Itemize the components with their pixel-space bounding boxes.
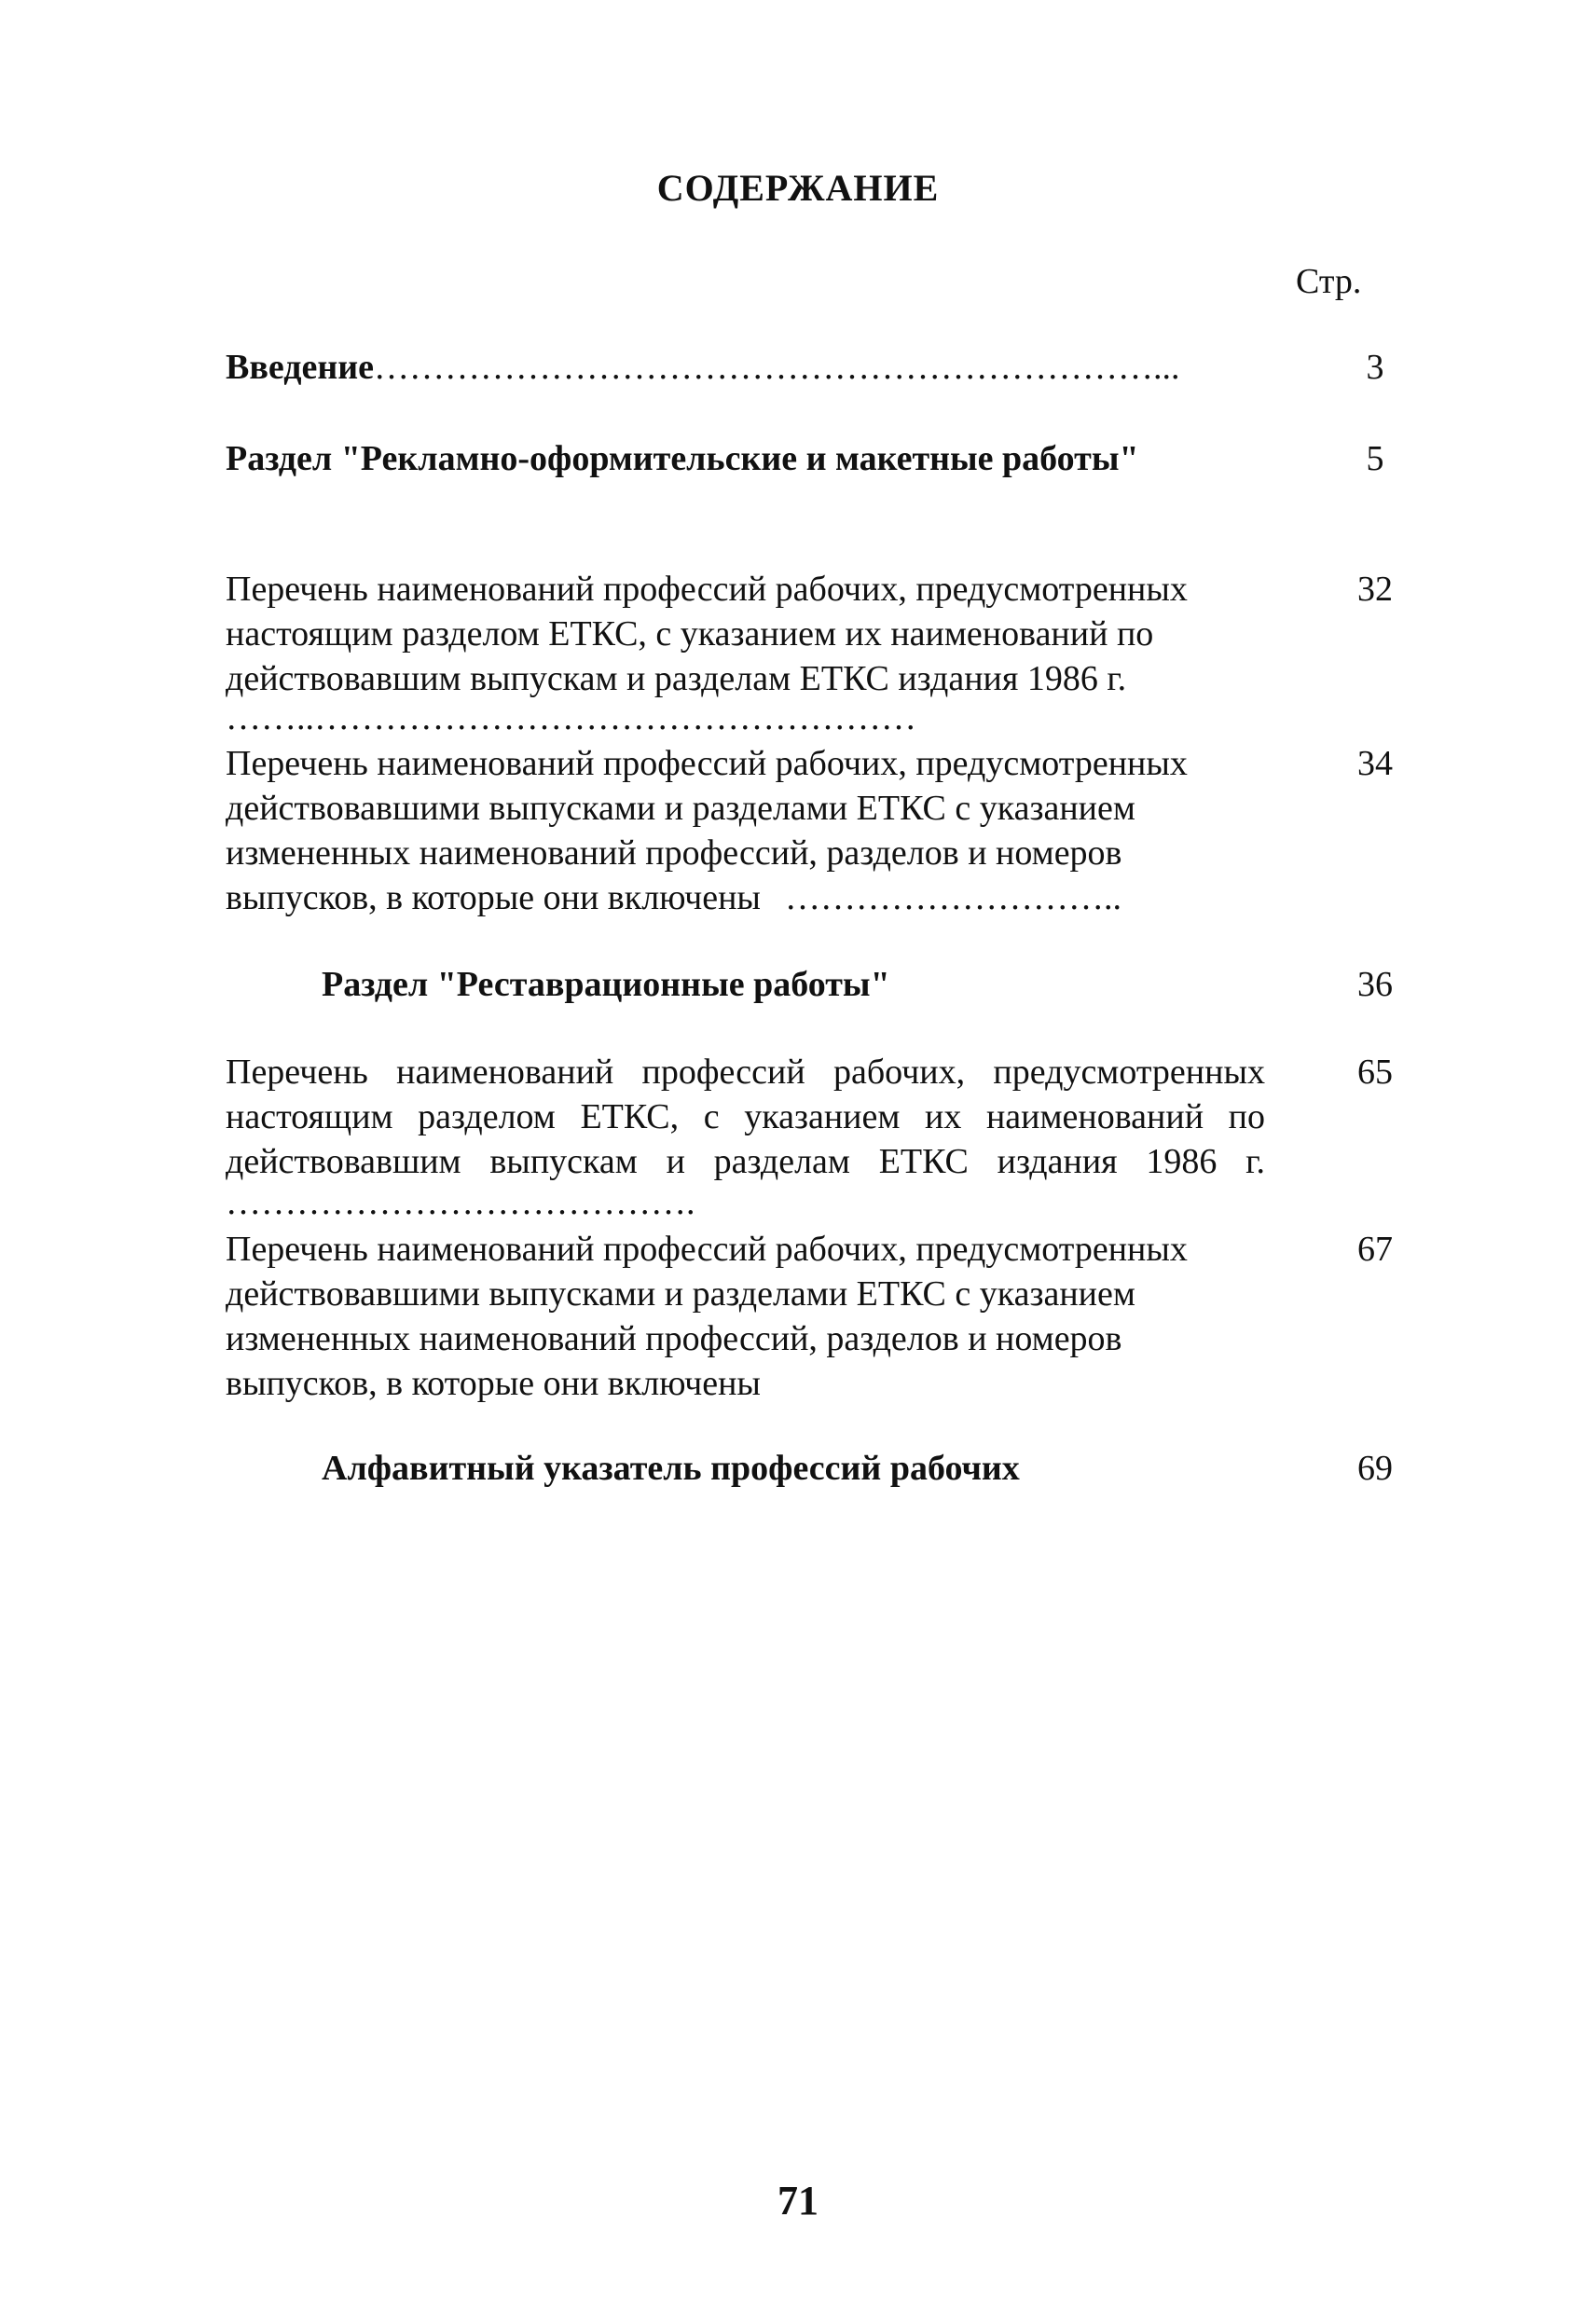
toc-leader-dots: …………………………………………………………...	[373, 348, 1180, 387]
page-title: СОДЕРЖАНИЕ	[656, 167, 940, 209]
toc-entry-line: действовавшим выпускам и разделам ЕТКС издания 1986 г.	[226, 1142, 1265, 1181]
toc-leader-dots: ……..……………………………………………	[226, 698, 916, 737]
toc-entry-line: измененных наименований профессий, разделов и номеров	[226, 833, 1122, 873]
toc-entry-title: Раздел "Рекламно-оформительские и макетные работы"	[226, 439, 1139, 478]
toc-entry-list-professions-1	[226, 567, 1259, 701]
toc-entry-line: настоящим разделом ЕТКС, с указанием их наименований по	[226, 1097, 1265, 1136]
toc-page-number: 69	[1357, 1449, 1393, 1488]
toc-entry-alphabetical-index	[322, 1446, 1370, 1491]
toc-leader-dots: ………………………………….	[226, 1183, 695, 1222]
toc-page-number: 36	[1357, 965, 1393, 1004]
toc-page-number: 67	[1357, 1230, 1393, 1269]
toc-leader-dots: ………………………..	[784, 878, 1121, 917]
toc-page-number: 65	[1357, 1053, 1393, 1092]
toc-entry-line: действовавшими выпусками и разделами ЕТКС с указанием	[226, 789, 1135, 828]
toc-entry-list-professions-2	[226, 741, 1274, 920]
toc-entry-title: Алфавитный указатель профессий рабочих	[322, 1449, 1020, 1488]
toc-entry-list-professions-4	[226, 1227, 1274, 1406]
toc-entry-line: действовавшими выпусками и разделами ЕТКС с указанием	[226, 1274, 1135, 1314]
toc-entry-section-advertising	[226, 436, 1274, 481]
toc-page-number: 34	[1357, 744, 1393, 783]
toc-page-number: 3	[1366, 348, 1384, 387]
toc-entry-line: Перечень наименований профессий рабочих, предусмотренных	[226, 570, 1188, 609]
toc-entry-title: Введение	[226, 348, 374, 387]
toc-entry-introduction	[226, 345, 1274, 390]
toc-entry-line: выпусков, в которые они включены	[226, 878, 761, 917]
toc-entry-line: выпусков, в которые они включены	[226, 1364, 761, 1403]
footer-page-number: 71	[777, 2178, 819, 2223]
toc-page-number: 5	[1366, 439, 1384, 478]
page-column-header: Стр.	[1296, 262, 1362, 301]
toc-entry-line: измененных наименований профессий, разделов и номеров	[226, 1319, 1122, 1358]
toc-entry-section-restoration	[322, 962, 1370, 1007]
toc-entry-list-professions-3	[226, 1050, 1265, 1184]
toc-entry-line: Перечень наименований профессий рабочих, предусмотренных	[226, 1053, 1265, 1092]
toc-entry-line: Перечень наименований профессий рабочих, предусмотренных	[226, 1230, 1188, 1269]
toc-page-number: 32	[1357, 570, 1393, 609]
toc-entry-line: настоящим разделом ЕТКС, с указанием их наименований по	[226, 614, 1154, 654]
toc-entry-line: Перечень наименований профессий рабочих, предусмотренных	[226, 744, 1188, 783]
toc-entry-title: Раздел "Реставрационные работы"	[322, 965, 890, 1004]
toc-entry-line: действовавшим выпускам и разделам ЕТКС издания 1986 г.	[226, 659, 1127, 698]
